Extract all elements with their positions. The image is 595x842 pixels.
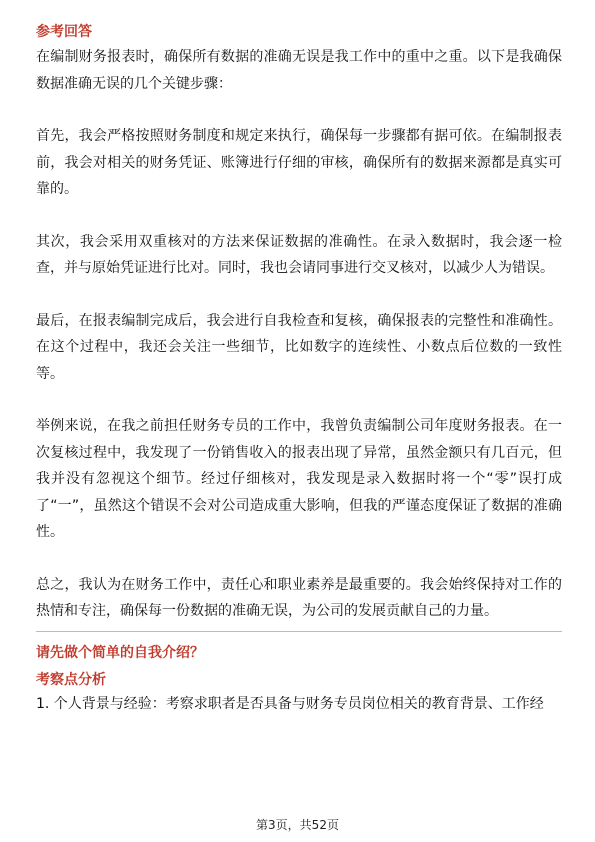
section-label-reference-answer: 参考回答 bbox=[36, 24, 92, 40]
page-footer: 第3页，共52页 bbox=[256, 818, 339, 832]
paragraph-intro: 在编制财务报表时，确保所有数据的准确无误是我工作中的重中之重。以下是我确保数据准确无误的几个关键步骤： bbox=[36, 49, 562, 92]
paragraph-example: 举例来说，在我之前担任财务专员的工作中，我曾负责编制公司年度财务报表。在一次复核过程中，我发现了一份销售收入的报表出现了异常，虽然金额只有几百元，但我并没有忽视这个细节。经过仔细核对，我发现是录入数据时将一个“零”误打成了“一”，虽然这个错误不会对公司造成重大影响，但我的严谨态度保证了数据的准确性。 bbox=[36, 418, 562, 540]
paragraph-second-step: 其次，我会采用双重核对的方法来保证数据的准确性。在录入数据时，我会逐一检查，并与原始凭证进行比对。同时，我也会请同事进行交叉核对，以减少人为错误。 bbox=[36, 233, 562, 276]
analysis-item: 1. 个人背景与经验：考察求职者是否具备与财务专员岗位相关的教育背景、工作经 bbox=[36, 695, 544, 712]
section-divider bbox=[36, 631, 562, 632]
document-page bbox=[36, 22, 562, 716]
analysis-label: 考察点分析 bbox=[36, 671, 106, 688]
paragraph-final-step: 最后，在报表编制完成后，我会进行自我检查和复核，确保报表的完整性和准确性。在这个过程中，我还会关注一些细节，比如数字的连续性、小数点后位数的一致性等。 bbox=[36, 312, 562, 382]
question-title: 请先做个简单的自我介绍？ bbox=[36, 644, 204, 661]
paragraph-first-step: 首先，我会严格按照财务制度和规定来执行，确保每一步骤都有据可依。在编制报表前，我会对相关的财务凭证、账簿进行仔细的审核，确保所有的数据来源都是真实可靠的。 bbox=[36, 128, 562, 197]
paragraph-conclusion: 总之，我认为在财务工作中，责任心和职业素养是最重要的。我会始终保持对工作的热情和专注，确保每一份数据的准确无误，为公司的发展贡献自己的力量。 bbox=[36, 576, 562, 619]
